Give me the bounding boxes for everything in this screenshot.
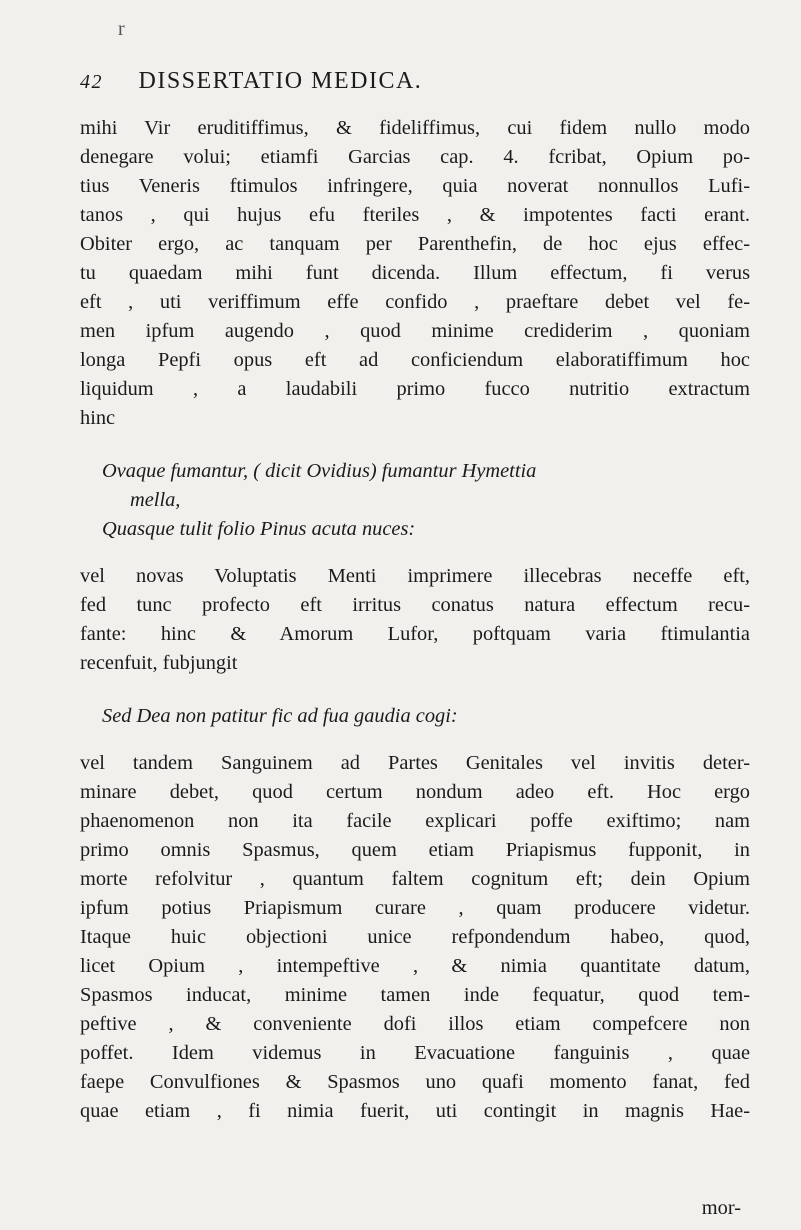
catchword: mor- bbox=[701, 1197, 741, 1219]
text-line: quae etiam , fi nimia fuerit, uti contingit in magnis Hae- bbox=[80, 1100, 750, 1122]
text-line: denegare volui; etiamfi Garcias cap. 4. fcribat, Opium po- bbox=[80, 146, 750, 168]
text-line: liquidum , a laudabili primo fucco nutritio extractum bbox=[80, 378, 750, 400]
text-line: vel novas Voluptatis Menti imprimere illecebras neceffe eft, bbox=[80, 565, 750, 587]
paragraph-1 bbox=[80, 114, 750, 433]
corner-mark: r bbox=[118, 18, 125, 40]
verse-quote-1 bbox=[80, 457, 750, 544]
text-line: fed tunc profecto eft irritus conatus natura effectum recu- bbox=[80, 594, 750, 616]
verse-quote-2 bbox=[80, 702, 750, 731]
text-line: tanos , qui hujus efu fteriles , & impotentes facti erant. bbox=[80, 204, 750, 226]
page-number: 42 bbox=[80, 71, 103, 93]
text-line: morte refolvitur , quantum faltem cognitum eft; dein Opium bbox=[80, 868, 750, 890]
text-line: phaenomenon non ita facile explicari poffe exiftimo; nam bbox=[80, 810, 750, 832]
text-line: longa Pepfi opus eft ad conficiendum elaboratiffimum hoc bbox=[80, 349, 750, 371]
text-line: ipfum potius Priapismum curare , quam producere videtur. bbox=[80, 897, 750, 919]
verse-line: Ovaque fumantur, ( dicit Ovidius) fumantur Hymettia bbox=[102, 460, 537, 482]
text-line: faepe Convulfiones & Spasmos uno quafi momento fanat, fed bbox=[80, 1071, 750, 1093]
text-line: licet Opium , intempeftive , & nimia quantitate datum, bbox=[80, 955, 750, 977]
body-text bbox=[80, 114, 750, 1126]
paragraph-3 bbox=[80, 749, 750, 1126]
text-line: men ipfum augendo , quod minime crediderim , quoniam bbox=[80, 320, 750, 342]
text-line: recenfuit, fubjungit bbox=[80, 652, 238, 674]
text-line: Itaque huic objectioni unice refpondendum habeo, quod, bbox=[80, 926, 750, 948]
verse-line: mella, bbox=[130, 489, 181, 511]
text-line: minare debet, quod certum nondum adeo eft. Hoc ergo bbox=[80, 781, 750, 803]
text-line: Spasmos inducat, minime tamen inde fequatur, quod tem- bbox=[80, 984, 750, 1006]
paragraph-2 bbox=[80, 562, 750, 678]
running-title: DISSERTATIO MEDICA. bbox=[138, 68, 423, 94]
verse-line: Quasque tulit folio Pinus acuta nuces: bbox=[102, 518, 416, 540]
text-line: primo omnis Spasmus, quem etiam Priapismus fupponit, in bbox=[80, 839, 750, 861]
text-line: mihi Vir eruditiffimus, & fideliffimus, cui fidem nullo modo bbox=[80, 117, 750, 139]
text-line: peftive , & conveniente dofi illos etiam compefcere non bbox=[80, 1013, 750, 1035]
running-head bbox=[80, 68, 680, 95]
text-line: poffet. Idem videmus in Evacuatione fanguinis , quae bbox=[80, 1042, 750, 1064]
text-line: vel tandem Sanguinem ad Partes Genitales vel invitis deter- bbox=[80, 752, 750, 774]
text-line: eft , uti veriffimum effe confido , praeftare debet vel fe- bbox=[80, 291, 750, 313]
text-line: fante: hinc & Amorum Lufor, poftquam varia ftimulantia bbox=[80, 623, 750, 645]
text-line: hinc bbox=[80, 407, 116, 429]
text-line: Obiter ergo, ac tanquam per Parenthefin, de hoc ejus effec- bbox=[80, 233, 750, 255]
verse-line: Sed Dea non patitur fic ad fua gaudia cogi: bbox=[102, 705, 458, 727]
text-line: tius Veneris ftimulos infringere, quia noverat nonnullos Lufi- bbox=[80, 175, 750, 197]
text-line: tu quaedam mihi funt dicenda. Illum effectum, fi verus bbox=[80, 262, 750, 284]
